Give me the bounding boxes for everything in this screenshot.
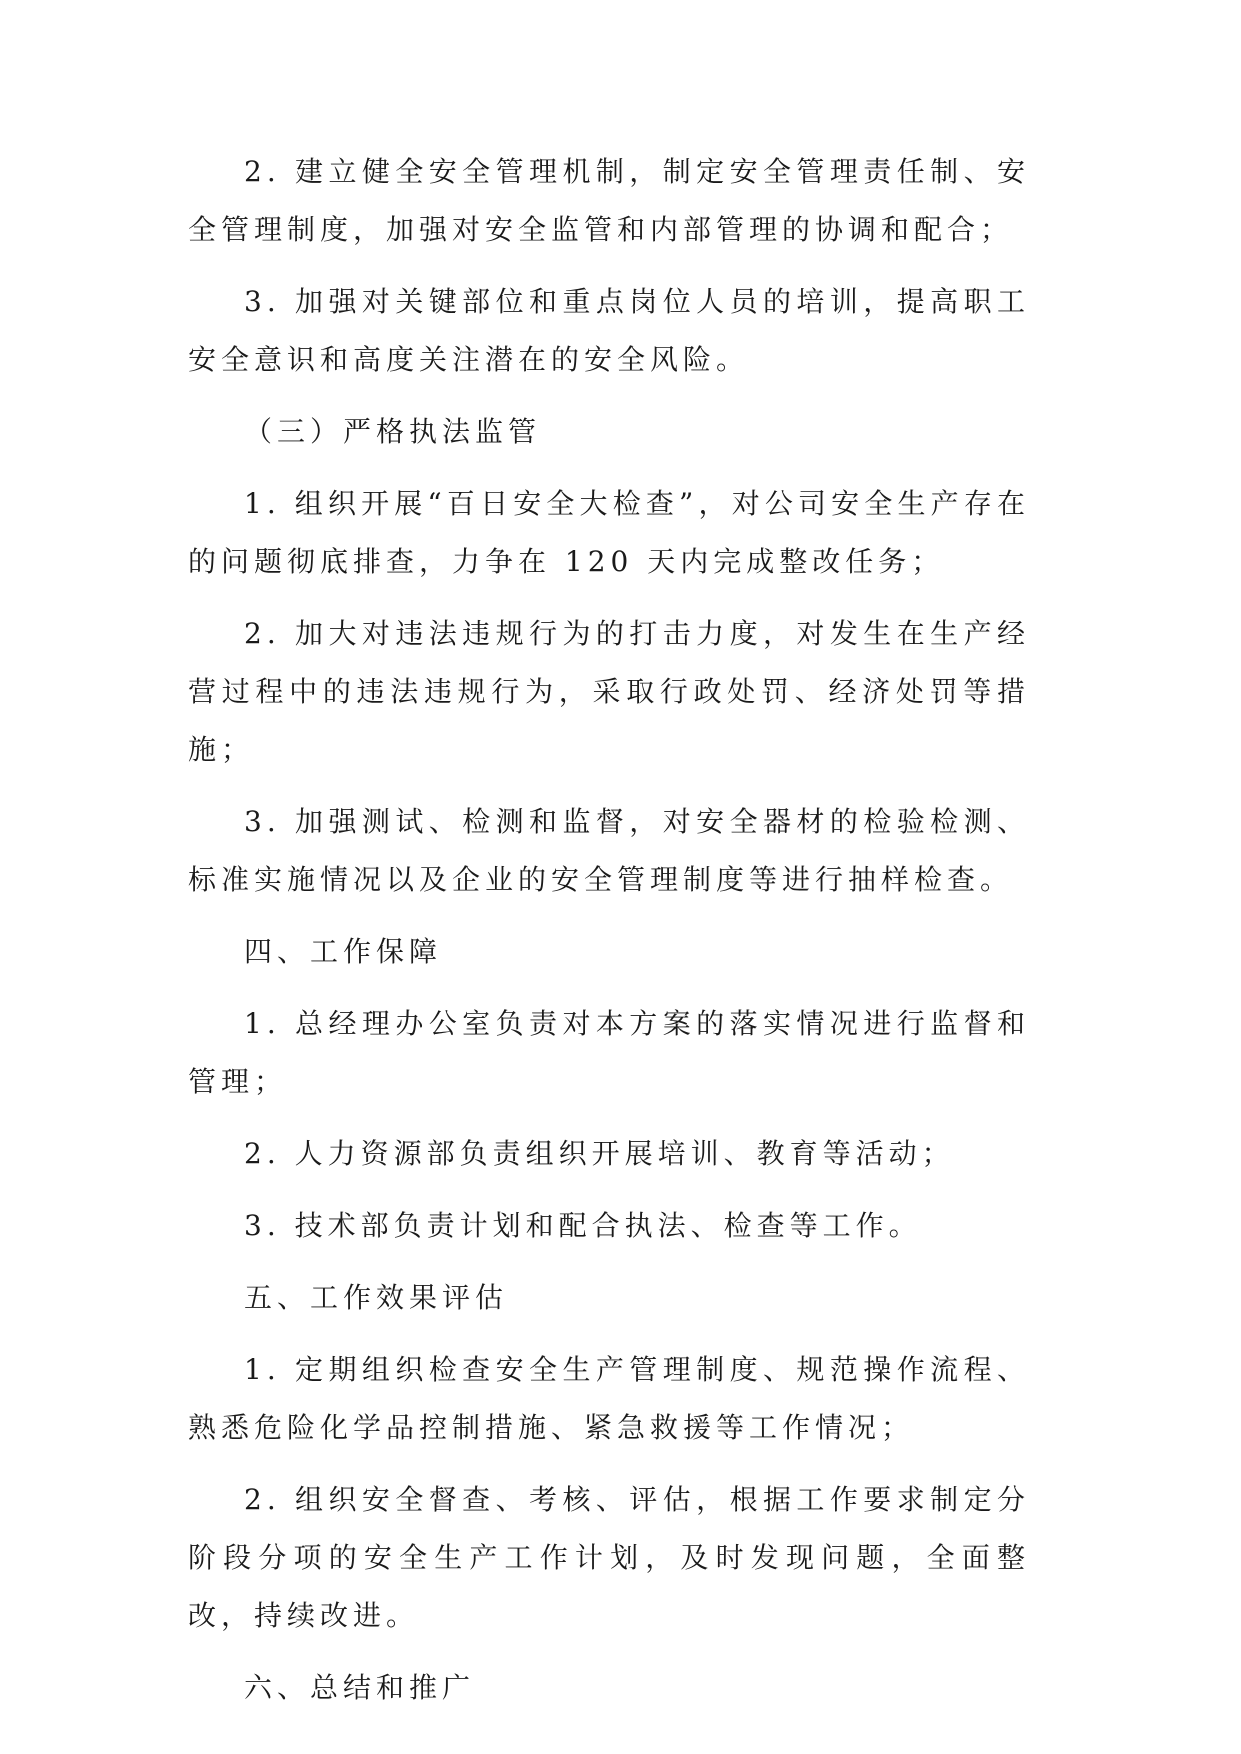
section-heading: 六、总结和推广 [244,1671,476,1704]
paragraph-item: 2. 建立健全安全管理机制，制定安全管理责任制、安全管理制度，加强对安全监管和内部管理的协调和配合； [188,155,1030,246]
paragraph-item: 1. 总经理办公室负责对本方案的落实情况进行监督和管理； [188,1007,1030,1098]
paragraph-item: 2. 组织安全督查、考核、评估，根据工作要求制定分阶段分项的安全生产工作计划，及时发现问题，全面整改，持续改进。 [188,1483,1030,1632]
paragraph-item: 3. 加强测试、检测和监督，对安全器材的检验检测、标准实施情况以及企业的安全管理制度等进行抽样检查。 [188,805,1030,896]
paragraph-item: 1. 组织开展“百日安全大检查”，对公司安全生产存在的问题彻底排查，力争在 120 天内完成整改任务； [188,487,1030,578]
paragraph-item: 3. 加强对关键部位和重点岗位人员的培训，提高职工安全意识和高度关注潜在的安全风险。 [188,285,1030,376]
paragraph-item: 2. 加大对违法违规行为的打击力度，对发生在生产经营过程中的违法违规行为，采取行政处罚、经济处罚等措施； [188,617,1030,766]
section-heading: （三）严格执法监管 [244,415,542,448]
section-heading: 四、工作保障 [244,935,443,968]
paragraph-item: 3. 技术部负责计划和配合执法、检查等工作。 [244,1209,922,1242]
document-body [188,143,1030,1731]
paragraph-item: 1. 定期组织检查安全生产管理制度、规范操作流程、熟悉危险化学品控制措施、紧急救援等工作情况； [188,1353,1030,1444]
paragraph-item: 2. 人力资源部负责组织开展培训、教育等活动； [244,1137,955,1170]
section-heading: 五、工作效果评估 [244,1281,509,1314]
